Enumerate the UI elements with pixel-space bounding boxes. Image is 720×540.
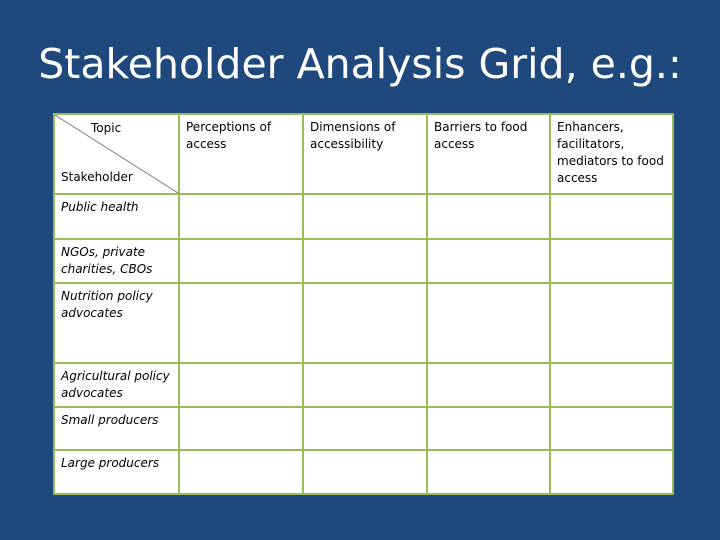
table-cell <box>303 239 427 283</box>
slide-title: Stakeholder Analysis Grid, e.g.: <box>38 40 682 88</box>
table-cell <box>303 363 427 407</box>
table-cell <box>427 283 550 363</box>
table-cell <box>427 194 550 239</box>
column-header: Perceptions of access <box>179 114 303 194</box>
column-header: Enhancers, facilitators, mediators to food access <box>550 114 673 194</box>
stakeholder-analysis-grid <box>53 113 674 495</box>
table-row <box>54 407 673 450</box>
corner-cell <box>54 114 179 194</box>
table-row <box>54 239 673 283</box>
table-cell <box>427 407 550 450</box>
table-cell <box>550 450 673 494</box>
header-row <box>54 114 673 194</box>
row-header: Large producers <box>54 450 179 494</box>
row-header: Nutrition policy advocates <box>54 283 179 363</box>
table-cell <box>179 407 303 450</box>
column-header: Barriers to food access <box>427 114 550 194</box>
row-header: Small producers <box>54 407 179 450</box>
table-row <box>54 450 673 494</box>
table-row <box>54 283 673 363</box>
table-cell <box>427 363 550 407</box>
table-cell <box>550 407 673 450</box>
table-cell <box>303 194 427 239</box>
table-cell <box>550 363 673 407</box>
table-cell <box>179 239 303 283</box>
table-cell <box>427 450 550 494</box>
table-cell <box>303 450 427 494</box>
column-header: Dimensions of accessibility <box>303 114 427 194</box>
table-cell <box>550 239 673 283</box>
table-cell <box>303 283 427 363</box>
row-header: NGOs, private charities, CBOs <box>54 239 179 283</box>
table-cell <box>179 194 303 239</box>
table-row <box>54 194 673 239</box>
row-header: Agricultural policy advocates <box>54 363 179 407</box>
table-cell <box>179 450 303 494</box>
table-cell <box>427 239 550 283</box>
corner-topic-label: Topic <box>91 121 122 135</box>
table-row <box>54 363 673 407</box>
table-cell <box>179 363 303 407</box>
table-cell <box>550 283 673 363</box>
table-cell <box>303 407 427 450</box>
table-cell <box>179 283 303 363</box>
table-cell <box>550 194 673 239</box>
corner-stakeholder-label: Stakeholder <box>61 170 133 184</box>
row-header: Public health <box>54 194 179 239</box>
